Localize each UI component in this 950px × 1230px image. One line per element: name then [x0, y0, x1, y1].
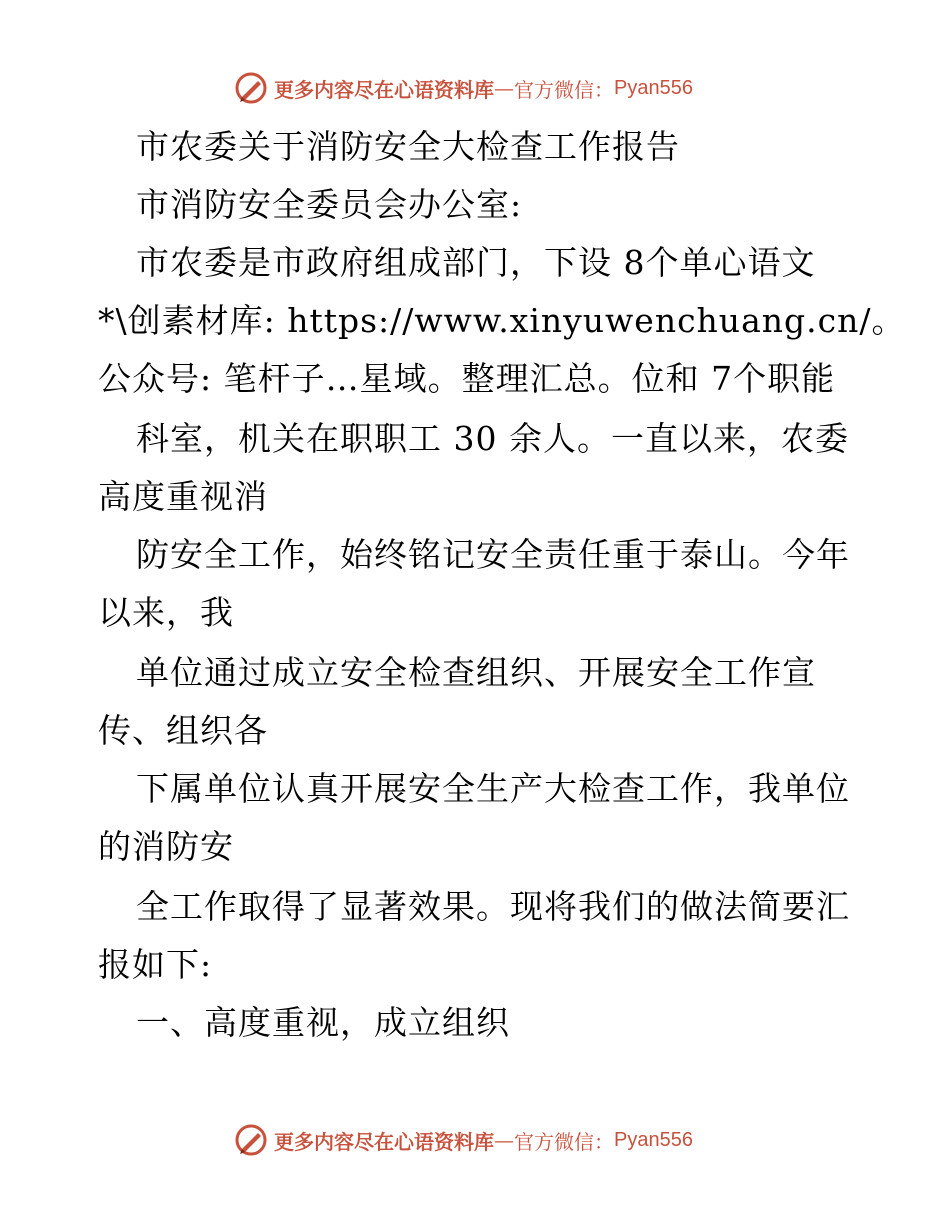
text-line: 防安全工作，始终铭记安全责任重于泰山。今年 — [136, 535, 850, 574]
text-line: 以来，我 — [98, 593, 234, 632]
text-line: 市消防安全委员会办公室: — [136, 185, 523, 224]
watermark-separator: — — [494, 76, 514, 100]
watermark-wechat-label: 官方微信： — [514, 1129, 614, 1154]
text-line: 单位通过成立安全检查组织、开展安全工作宣 — [136, 653, 816, 692]
header-watermark — [0, 68, 950, 108]
pen-logo-icon — [234, 1123, 268, 1157]
watermark-text: 更多内容尽在心语资料库 — [274, 77, 494, 102]
section-heading: 一、高度重视，成立组织 — [136, 1003, 510, 1042]
watermark-row — [234, 1120, 693, 1160]
text-line: 的消防安 — [98, 827, 234, 866]
text-line: 高度重视消 — [98, 477, 268, 516]
text-line: *\创素材库: https://www.xinyuwenchuang.cn/。 — [98, 301, 906, 340]
watermark-wechat-id: Pyan556 — [614, 76, 693, 99]
document-title: 市农委关于消防安全大检查工作报告 — [136, 127, 680, 166]
watermark-text: 更多内容尽在心语资料库 — [274, 1129, 494, 1154]
watermark-row — [234, 68, 693, 108]
watermark-wechat-id: Pyan556 — [614, 1128, 693, 1151]
text-line: 公众号: 笔杆子…星域。整理汇总。位和 7个职能 — [98, 359, 836, 398]
footer-watermark — [0, 1120, 950, 1160]
text-line: 下属单位认真开展安全生产大检查工作，我单位 — [136, 769, 850, 808]
text-line: 传、组织各 — [98, 711, 268, 750]
text-line: 报如下: — [98, 945, 213, 984]
watermark-separator: — — [494, 1128, 514, 1152]
text-line: 全工作取得了显著效果。现将我们的做法简要汇 — [136, 887, 850, 926]
text-line: 科室，机关在职职工 30 余人。一直以来，农委 — [136, 419, 849, 458]
pen-logo-icon — [234, 71, 268, 105]
watermark-wechat-label: 官方微信： — [514, 77, 614, 102]
text-line: 市农委是市政府组成部门，下设 8个单心语文 — [136, 243, 816, 282]
